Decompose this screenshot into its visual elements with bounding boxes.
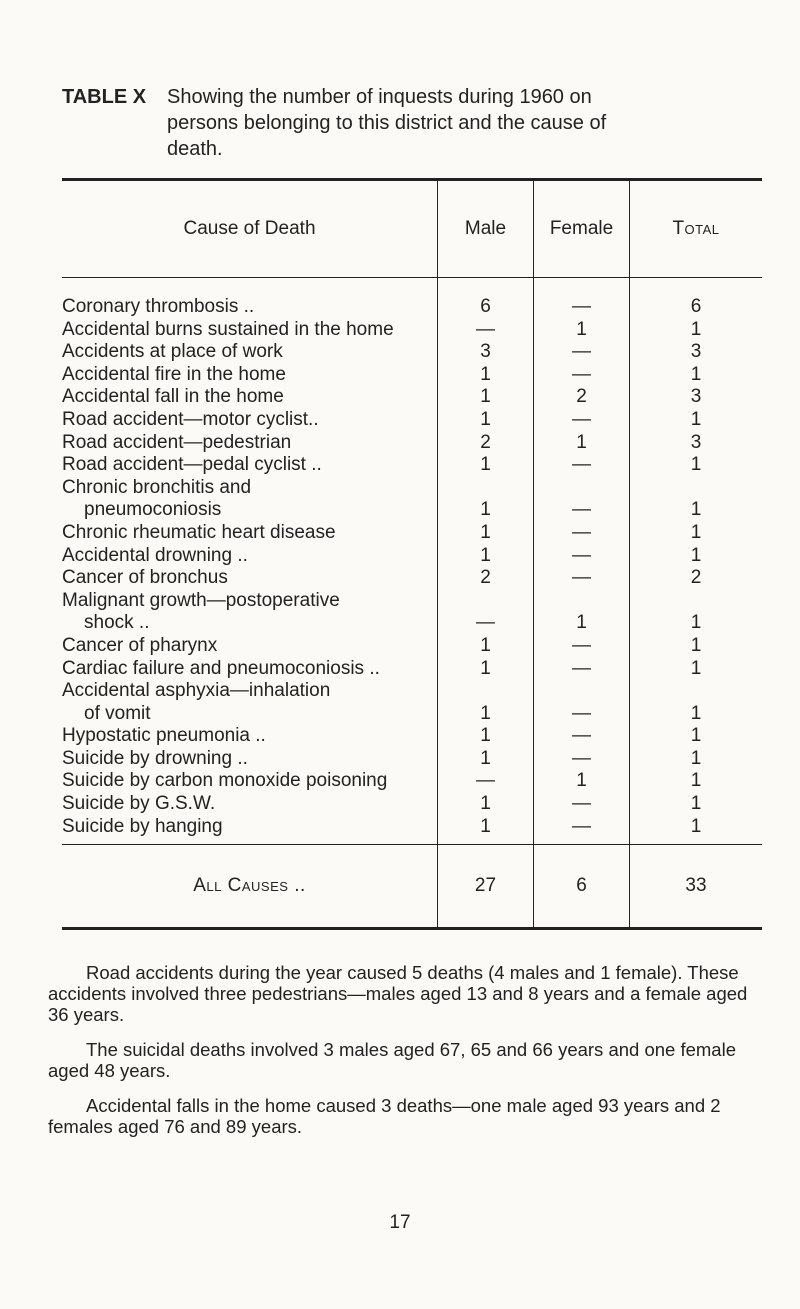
- cause-cell: [62, 793, 438, 816]
- header-female: Female: [534, 180, 630, 278]
- table-row: [62, 522, 762, 545]
- cause-cell: [62, 545, 438, 568]
- header-total: Total: [630, 180, 763, 278]
- table-row: [62, 409, 762, 432]
- total-cell: 1: [630, 816, 763, 845]
- total-cell: 1: [630, 364, 763, 387]
- page-number: 17: [389, 1212, 411, 1233]
- cause-cell: [62, 522, 438, 545]
- cause-cell: [62, 454, 438, 477]
- female-cell: —: [534, 793, 630, 816]
- cause-text: Accidental burns sustained in the home: [62, 318, 394, 340]
- male-cell: 1: [438, 522, 534, 545]
- male-cell: 1: [438, 545, 534, 568]
- table-body: [62, 278, 762, 845]
- cause-cell: [62, 770, 438, 793]
- female-cell: —: [534, 364, 630, 387]
- title-line-3: death.: [167, 138, 223, 160]
- total-cell: 1: [630, 409, 763, 432]
- cause-cell: [62, 590, 438, 635]
- cause-cell: [62, 319, 438, 342]
- note-road-accidents: Road accidents during the year caused 5 deaths (4 males and 1 female). These accidents involved three pedestrians—males aged 13 and 8 years and a female aged 36 years.: [48, 962, 748, 1025]
- female-cell: —: [534, 680, 630, 725]
- cause-text: Suicide by G.S.W.: [62, 793, 216, 815]
- cause-text: Accidental fire in the home: [62, 363, 286, 385]
- male-cell: 1: [438, 386, 534, 409]
- total-cell: 1: [630, 635, 763, 658]
- cause-text: Cancer of bronchus: [62, 567, 228, 589]
- cause-text-continued: of vomit: [84, 702, 151, 724]
- table-label: TABLE X: [62, 86, 147, 108]
- female-cell: —: [534, 545, 630, 568]
- female-cell: 1: [534, 319, 630, 342]
- inquests-table: [62, 178, 762, 930]
- cause-text: Suicide by hanging: [62, 815, 223, 837]
- female-cell: —: [534, 477, 630, 522]
- table-row: [62, 680, 762, 725]
- cause-cell: [62, 364, 438, 387]
- table-row: [62, 793, 762, 816]
- female-cell: —: [534, 725, 630, 748]
- table-row: [62, 545, 762, 568]
- female-cell: —: [534, 454, 630, 477]
- title-line-2: persons belonging to this district and the cause of: [167, 112, 607, 134]
- table-row: [62, 748, 762, 771]
- female-cell: —: [534, 522, 630, 545]
- male-cell: 1: [438, 364, 534, 387]
- cause-cell: [62, 341, 438, 364]
- cause-cell: [62, 278, 438, 319]
- cause-text: Accidental fall in the home: [62, 386, 284, 408]
- total-cell: 1: [630, 522, 763, 545]
- female-cell: —: [534, 635, 630, 658]
- cause-cell: [62, 432, 438, 455]
- table-row: [62, 386, 762, 409]
- cause-cell: [62, 680, 438, 725]
- table-row: [62, 567, 762, 590]
- male-cell: 1: [438, 816, 534, 845]
- female-cell: —: [534, 341, 630, 364]
- cause-text: Accidental asphyxia—inhalation: [62, 680, 331, 702]
- cause-text: Accidental drowning ..: [62, 544, 248, 566]
- cause-text: Cardiac failure and pneumoconiosis ..: [62, 657, 380, 679]
- totals-label: All Causes ..: [62, 845, 438, 929]
- cause-text: Suicide by drowning ..: [62, 747, 248, 769]
- male-cell: —: [438, 590, 534, 635]
- male-cell: 1: [438, 658, 534, 681]
- female-cell: 1: [534, 770, 630, 793]
- title-line-1: Showing the number of inquests during 1960 on: [167, 86, 592, 108]
- totals-female: 6: [534, 845, 630, 929]
- total-cell: 1: [630, 658, 763, 681]
- totals-total: 33: [630, 845, 763, 929]
- table-row: [62, 364, 762, 387]
- total-cell: 6: [630, 278, 763, 319]
- table-row: [62, 477, 762, 522]
- total-cell: 1: [630, 454, 763, 477]
- male-cell: 1: [438, 748, 534, 771]
- header-row: [62, 180, 762, 278]
- cause-text: Chronic bronchitis and: [62, 476, 252, 498]
- table-row: [62, 770, 762, 793]
- table-row: [62, 816, 762, 845]
- total-cell: 3: [630, 386, 763, 409]
- cause-text: Road accident—motor cyclist..: [62, 408, 319, 430]
- cause-cell: [62, 816, 438, 845]
- total-cell: 1: [630, 319, 763, 342]
- cause-text: Coronary thrombosis ..: [62, 296, 255, 317]
- totals-male: 27: [438, 845, 534, 929]
- table-row: [62, 725, 762, 748]
- cause-cell: [62, 567, 438, 590]
- male-cell: 1: [438, 409, 534, 432]
- header-male: Male: [438, 180, 534, 278]
- female-cell: —: [534, 409, 630, 432]
- female-cell: —: [534, 658, 630, 681]
- male-cell: 1: [438, 477, 534, 522]
- female-cell: —: [534, 748, 630, 771]
- male-cell: 1: [438, 454, 534, 477]
- total-cell: 2: [630, 567, 763, 590]
- total-cell: 1: [630, 477, 763, 522]
- cause-text: Road accident—pedal cyclist ..: [62, 454, 322, 476]
- total-cell: 1: [630, 748, 763, 771]
- cause-text: Cancer of pharynx: [62, 634, 218, 656]
- female-cell: 1: [534, 432, 630, 455]
- male-cell: 2: [438, 567, 534, 590]
- cause-cell: [62, 635, 438, 658]
- cause-text: Suicide by carbon monoxide poisoning: [62, 770, 388, 792]
- female-cell: —: [534, 567, 630, 590]
- female-cell: 2: [534, 386, 630, 409]
- table-row: [62, 454, 762, 477]
- male-cell: 1: [438, 635, 534, 658]
- cause-cell: [62, 409, 438, 432]
- total-cell: 1: [630, 590, 763, 635]
- male-cell: 1: [438, 793, 534, 816]
- table-row: [62, 590, 762, 635]
- total-cell: 1: [630, 680, 763, 725]
- cause-cell: [62, 386, 438, 409]
- totals-row: [62, 845, 762, 929]
- total-cell: 3: [630, 432, 763, 455]
- table-row: [62, 319, 762, 342]
- cause-cell: [62, 477, 438, 522]
- cause-cell: [62, 748, 438, 771]
- table-row: [62, 658, 762, 681]
- table-row: [62, 278, 762, 319]
- female-cell: 1: [534, 590, 630, 635]
- cause-text: Road accident—pedestrian: [62, 431, 292, 453]
- total-cell: 3: [630, 341, 763, 364]
- total-cell: 1: [630, 793, 763, 816]
- cause-text: Malignant growth—postoperative: [62, 589, 340, 611]
- male-cell: 6: [438, 278, 534, 319]
- male-cell: —: [438, 770, 534, 793]
- male-cell: 1: [438, 725, 534, 748]
- notes: [48, 962, 768, 1151]
- note-suicides: The suicidal deaths involved 3 males aged 67, 65 and 66 years and one female aged 48 years.: [48, 1039, 736, 1081]
- cause-text: Chronic rheumatic heart disease: [62, 521, 336, 543]
- female-cell: —: [534, 816, 630, 845]
- header-cause: Cause of Death: [62, 180, 438, 278]
- male-cell: 1: [438, 680, 534, 725]
- note-falls: Accidental falls in the home caused 3 deaths—one male aged 93 years and 2 females aged 76 and 89 years.: [48, 1095, 721, 1137]
- cause-text: Accidents at place of work: [62, 341, 283, 363]
- total-cell: 1: [630, 770, 763, 793]
- table-row: [62, 341, 762, 364]
- male-cell: 2: [438, 432, 534, 455]
- table-title: [62, 84, 752, 162]
- table-row: [62, 635, 762, 658]
- total-cell: 1: [630, 725, 763, 748]
- table-row: [62, 432, 762, 455]
- cause-text-continued: shock ..: [84, 612, 150, 634]
- male-cell: 3: [438, 341, 534, 364]
- cause-cell: [62, 725, 438, 748]
- total-cell: 1: [630, 545, 763, 568]
- male-cell: —: [438, 319, 534, 342]
- cause-text: Hypostatic pneumonia ..: [62, 725, 266, 747]
- cause-cell: [62, 658, 438, 681]
- female-cell: —: [534, 278, 630, 319]
- cause-text-continued: pneumoconiosis: [84, 499, 222, 521]
